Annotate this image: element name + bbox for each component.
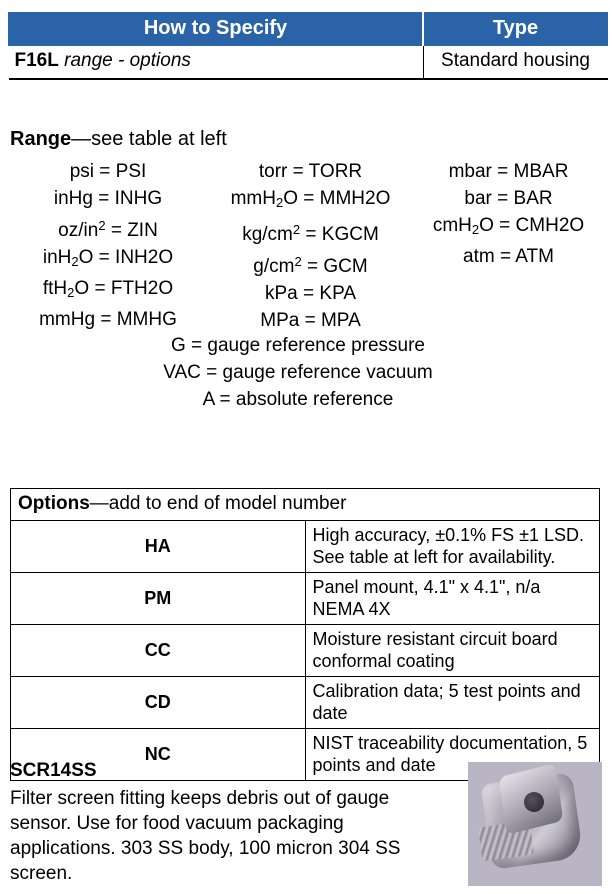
model-parameters: range - options [64,50,191,71]
housing-type-cell: Standard housing [423,46,608,80]
unit-label: bar [464,188,492,209]
option-description: Calibration data; 5 test points and date [305,677,600,729]
option-code: CD [11,677,306,729]
unit-label: torr [258,161,288,182]
options-table [10,488,600,781]
unit-code: KPA [319,282,356,304]
range-unit-row: atm = ATM [463,245,554,267]
how-to-specify-table [8,12,608,80]
table-row [11,677,600,729]
range-unit-row: torr = TORR [258,161,363,182]
subscript-2: 2 [67,284,75,300]
range-unit-row: mbar = MBAR [448,161,569,182]
scr-product-description: Filter screen fitting keeps debris out of gauge sensor. Use for food vacuum packaging applications. 303 SS body, 100 micron 304 SS screen. [10,788,401,884]
superscript-2: 2 [294,253,302,269]
range-unit-row: $oz/in^2$ = ZIN [58,218,158,241]
options-heading [11,489,600,521]
range-unit-row: $kg/cm^2$ = KGCM [242,221,379,245]
table-header-row [9,13,608,46]
reference-note: G = gauge reference pressure [170,335,425,356]
unit-code: KGCM [321,223,379,245]
range-heading-bold: Range [10,128,72,150]
unit-code: CMH2O [515,215,585,236]
options-heading-row [11,489,600,521]
range-unit-row: psi = PSI [69,161,147,182]
unit-code: MMHG [116,308,177,330]
range-unit-row: MPa = MPA [260,309,361,331]
option-description: High accuracy, ±0.1% FS ±1 LSD. See table at left for availability. [305,521,600,573]
options-heading-rest: —add to end of model number [89,493,347,514]
range-unit-row: kPa = KPA [264,282,356,304]
unit-code: FTH2O [110,277,174,299]
unit-code: INHG [114,188,163,209]
reference-note: VAC = gauge reference vacuum [163,362,433,383]
subscript-2: 2 [71,253,79,269]
table-row [9,46,608,80]
range-column-1 [8,158,208,334]
stainless-steel-fitting-photo [468,762,602,886]
superscript-2: 2 [98,218,106,233]
unit-label: psi [69,161,94,182]
reference-note: A = absolute reference [202,389,394,410]
model-number-cell [9,46,424,80]
range-unit-row: $g/cm^2$ = GCM [253,253,368,277]
option-code: NC [11,729,306,781]
subscript-2: 2 [275,194,284,210]
unit-code: MPA [320,309,361,331]
range-units-columns [8,158,604,334]
option-code: PM [11,573,306,625]
unit-code: MBAR [513,161,569,182]
unit-code: PSI [115,161,147,182]
range-column-3 [413,158,604,334]
unit-code: ZIN [127,219,158,241]
unit-code: ATM [515,245,554,267]
range-unit-row: ftH$_2$O = FTH2O [42,277,174,300]
option-code: HA [11,521,306,573]
table-row [11,625,600,677]
superscript-2: 2 [292,221,301,237]
subscript-2: 2 [471,221,480,237]
unit-label: atm [463,245,495,267]
scr-product-title: SCR14SS [10,760,97,781]
option-description: Moisture resistant circuit board conformal coating [305,625,600,677]
unit-label: MPa [260,309,300,331]
range-column-2 [208,158,413,334]
range-unit-row: cmH$_2$O = CMH2O [432,215,585,237]
unit-code: GCM [323,255,368,277]
range-unit-row: bar = BAR [464,188,553,209]
unit-code: TORR [308,161,363,182]
range-heading [10,128,227,151]
range-unit-row: inH$_2$O = INH2O [42,246,174,269]
option-description: Panel mount, 4.1" x 4.1", n/a NEMA 4X [305,573,600,625]
range-unit-row: mmHg = MMHG [39,308,177,330]
column-header-type: Type [423,13,608,46]
table-row [11,573,600,625]
option-description: NIST traceability documentation, 5 points and date [305,729,600,781]
unit-label: kPa [264,282,298,304]
options-heading-bold: Options [18,493,90,514]
unit-label: mmHg [39,308,96,330]
range-unit-row: inHg = INHG [53,188,163,209]
unit-code: BAR [513,188,553,209]
unit-label: inHg [53,188,93,209]
option-code: CC [11,625,306,677]
table-row [11,521,600,573]
unit-code: INH2O [115,246,174,268]
range-reference-notes [8,332,588,413]
unit-code: MMH2O [319,188,391,209]
unit-label: mbar [448,161,492,182]
range-heading-rest: —see table at left [71,128,227,150]
model-code: F16L [14,50,59,71]
column-header-how-to-specify: How to Specify [9,13,424,46]
range-unit-row: mmH$_2$O = MMH2O [230,188,391,210]
